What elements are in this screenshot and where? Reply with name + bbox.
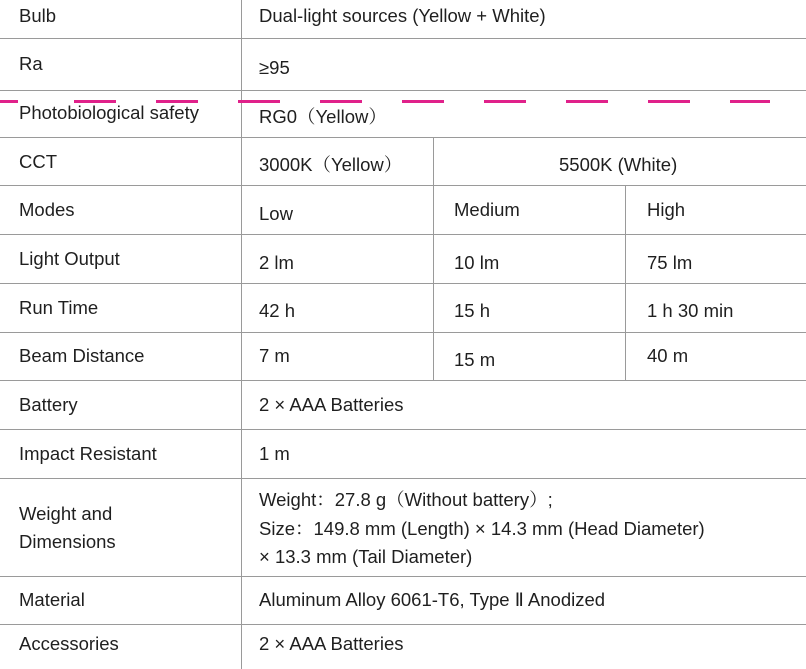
value-bulb: Dual-light sources (Yellow + White)	[259, 5, 546, 26]
value-mode-high: High	[647, 199, 686, 220]
value-run-time-low: 42 h	[259, 300, 296, 321]
value-run-time-high: 1 h 30 min	[647, 300, 734, 321]
value-beam-distance-high: 40 m	[647, 345, 689, 366]
column-divider	[433, 137, 434, 380]
label-dimensions-line: Dimensions	[19, 531, 116, 552]
value-cct-yellow: 3000K（Yellow）	[259, 154, 403, 175]
value-ra: ≥95	[259, 57, 290, 78]
label-photobiological-safety: Photobiological safety	[19, 102, 199, 123]
label-material: Material	[19, 589, 85, 610]
value-weight-line: Weight：27.8 g（Without battery）;	[259, 489, 553, 510]
label-modes: Modes	[19, 199, 75, 220]
label-beam-distance: Beam Distance	[19, 345, 145, 366]
row-divider	[0, 624, 806, 625]
row-divider	[0, 137, 806, 138]
value-light-output-low: 2 lm	[259, 252, 294, 273]
value-mode-medium: Medium	[454, 199, 520, 220]
value-weight-dimensions	[259, 486, 705, 572]
value-size-line: Size：149.8 mm (Length) × 14.3 mm (Head Diameter)	[259, 517, 705, 539]
label-impact-resistant: Impact Resistant	[19, 443, 157, 464]
row-divider	[0, 38, 806, 39]
label-accessories: Accessories	[19, 633, 119, 654]
value-photobiological-safety: RG0（Yellow）	[259, 106, 387, 127]
row-divider	[0, 332, 806, 333]
label-battery: Battery	[19, 394, 78, 415]
value-battery: 2 × AAA Batteries	[259, 394, 404, 415]
row-divider	[0, 185, 806, 186]
label-bulb: Bulb	[19, 5, 57, 26]
row-divider	[0, 90, 806, 91]
label-ra: Ra	[19, 53, 43, 74]
value-impact-resistant: 1 m	[259, 443, 290, 464]
label-run-time: Run Time	[19, 297, 99, 318]
row-divider	[0, 234, 806, 235]
label-cct: CCT	[19, 151, 58, 172]
row-divider	[0, 283, 806, 284]
value-beam-distance-medium: 15 m	[454, 349, 496, 370]
value-tail-line: × 13.3 mm (Tail Diameter)	[259, 546, 473, 567]
value-light-output-medium: 10 lm	[454, 252, 500, 273]
value-mode-low: Low	[259, 203, 293, 224]
row-divider	[0, 429, 806, 430]
value-material: Aluminum Alloy 6061-T6, Type Ⅱ Anodized	[259, 589, 606, 610]
label-weight-line: Weight and	[19, 503, 113, 524]
column-divider	[625, 185, 626, 380]
value-beam-distance-low: 7 m	[259, 345, 290, 366]
value-run-time-medium: 15 h	[454, 300, 491, 321]
label-light-output: Light Output	[19, 248, 120, 269]
row-divider	[0, 478, 806, 479]
row-divider	[0, 380, 806, 381]
value-light-output-high: 75 lm	[647, 252, 693, 273]
value-accessories: 2 × AAA Batteries	[259, 633, 404, 654]
value-cct-white: 5500K (White)	[559, 154, 678, 175]
row-divider	[0, 576, 806, 577]
label-weight-dimensions	[19, 500, 116, 556]
